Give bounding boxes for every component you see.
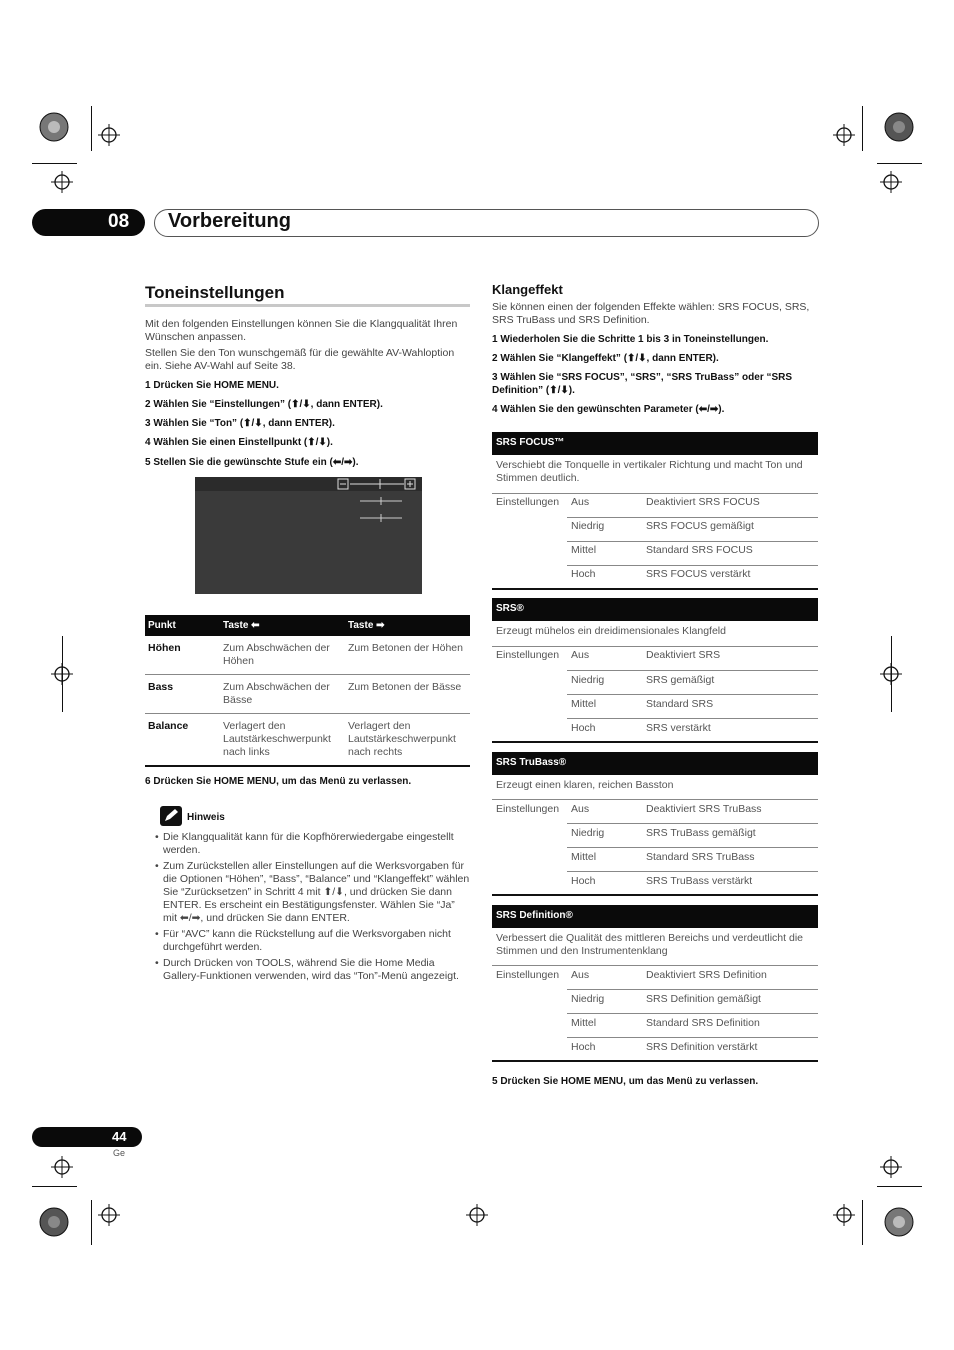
chapter-number: 08	[108, 211, 130, 232]
row-divider	[492, 799, 818, 800]
table-header: Punkt	[145, 615, 220, 636]
registration-mark-icon	[51, 663, 73, 685]
option-desc: SRS gemäßigt	[646, 674, 715, 686]
table-header: Taste ➡	[345, 615, 470, 636]
row-divider	[567, 1037, 818, 1038]
option-name: Niedrig	[571, 674, 605, 686]
option-desc: SRS TruBass verstärkt	[646, 875, 753, 887]
srs-description: Erzeugt einen klaren, reichen Basston	[496, 779, 674, 791]
intro-paragraph: Sie können einen der folgenden Effekte wählen: SRS FOCUS, SRS, SRS TruBass und SRS Definition.	[492, 301, 810, 326]
list-item: • Durch Drücken von TOOLS, während Sie die Home Media Gallery-Funktionen verwenden, wird das “Ton”-Menü angezeigt.	[155, 957, 459, 982]
option-desc: SRS TruBass gemäßigt	[646, 827, 756, 839]
level-sliders-icon	[336, 478, 418, 524]
table-cell: Zum Betonen der Bässe	[345, 675, 470, 714]
registration-mark-icon	[880, 663, 902, 685]
list-item: • Zum Zurückstellen aller Einstellungen auf die Werksvorgaben für die Optionen “Höhen”, “Bass”, “Balance” und “Klangeffekt” wählen Sie “Zurücksetzen” in Schritt 4 mit ⬆/⬇, und drücken Sie dann ENTER. Es erscheint ein Bestätigungsfenster. Wählen Sie “Ja” mit ⬅/➡, und drücken Sie dann ENTER.	[155, 860, 470, 924]
table-cell: Zum Betonen der Höhen	[345, 636, 470, 675]
row-divider	[567, 541, 818, 542]
srs-section-header: SRS®	[492, 598, 818, 621]
srs-section-header: SRS TruBass®	[492, 752, 818, 775]
registration-mark-icon	[833, 124, 855, 146]
registration-mark-icon	[466, 1204, 488, 1226]
option-name: Aus	[571, 649, 590, 661]
option-desc: Deaktiviert SRS	[646, 649, 721, 661]
table-cell: Balance	[145, 714, 220, 767]
row-divider	[567, 1013, 818, 1014]
step: 5 Stellen Sie die gewünschte Stufe ein (⬅/➡).	[145, 457, 359, 468]
option-name: Mittel	[571, 851, 597, 863]
registration-mark-icon	[98, 124, 120, 146]
row-divider	[492, 646, 818, 647]
srs-section-header: SRS Definition®	[492, 905, 818, 928]
row-divider	[567, 823, 818, 824]
srs-description: Erzeugt mühelos ein dreidimensionales Klangfeld	[496, 625, 726, 637]
option-desc: SRS Definition gemäßigt	[646, 993, 761, 1005]
section-heading: Toneinstellungen	[145, 283, 285, 302]
option-desc: SRS Definition verstärkt	[646, 1041, 758, 1053]
registration-mark-icon	[880, 1156, 902, 1178]
intro-paragraph: Mit den folgenden Einstellungen können Sie die Klangqualität Ihren Wünschen anpassen.	[145, 318, 458, 343]
option-name: Hoch	[571, 722, 596, 734]
table-cell: Verlagert den Lautstärkeschwerpunkt nach rechts	[345, 714, 470, 767]
note-title: Hinweis	[187, 812, 225, 823]
option-name: Mittel	[571, 544, 597, 556]
table-end-rule	[492, 1060, 818, 1062]
option-desc: Standard SRS	[646, 698, 714, 710]
row-divider	[567, 670, 818, 671]
table-end-rule	[492, 741, 818, 743]
srs-description: Verbessert die Qualität des mittleren Bereichs und verdeutlicht die Stimmen und den Instrumentenklang	[496, 932, 803, 957]
list-item: • Die Klangqualität kann für die Kopfhörerwiedergabe eingestellt werden.	[155, 831, 454, 856]
registration-mark-icon	[880, 171, 902, 193]
row-divider	[567, 871, 818, 872]
option-desc: Deaktiviert SRS TruBass	[646, 803, 762, 815]
step: 2 Wählen Sie “Klangeffekt” (⬆/⬇, dann ENTER).	[492, 353, 719, 364]
table-end-rule	[492, 894, 818, 896]
settings-table	[145, 615, 470, 767]
table-cell: Bass	[145, 675, 220, 714]
color-rosette-icon	[884, 112, 914, 142]
option-name: Hoch	[571, 568, 596, 580]
row-divider	[492, 493, 818, 494]
step: 6 Drücken Sie HOME MENU, um das Menü zu verlassen.	[145, 776, 412, 787]
row-divider	[567, 565, 818, 566]
table-cell: Zum Abschwächen der Höhen	[220, 636, 345, 675]
step: 3 Wählen Sie “Ton” (⬆/⬇, dann ENTER).	[145, 418, 335, 429]
option-desc: SRS FOCUS gemäßigt	[646, 520, 754, 532]
note-list	[155, 831, 470, 986]
intro-paragraph: Stellen Sie den Ton wunschgemäß für die gewählte AV-Wahloption ein. Siehe AV-Wahl auf Seite 38.	[145, 347, 455, 372]
option-name: Aus	[571, 969, 590, 981]
chapter-title: Vorbereitung	[168, 210, 291, 232]
settings-label: Einstellungen	[496, 649, 560, 661]
table-row	[145, 636, 470, 675]
row-divider	[567, 847, 818, 848]
row-divider	[492, 965, 818, 966]
option-desc: Standard SRS TruBass	[646, 851, 755, 863]
option-desc: Standard SRS FOCUS	[646, 544, 753, 556]
option-name: Mittel	[571, 1017, 597, 1029]
settings-label: Einstellungen	[496, 969, 560, 981]
step: 4 Wählen Sie den gewünschten Parameter (⬅/➡).	[492, 404, 725, 415]
heading-rule	[145, 304, 470, 307]
table-header: Taste ⬅	[220, 615, 345, 636]
page-number: 44	[112, 1129, 127, 1144]
step: 1 Drücken Sie HOME MENU.	[145, 380, 279, 391]
option-name: Niedrig	[571, 520, 605, 532]
table-end-rule	[492, 588, 818, 590]
color-rosette-icon	[39, 112, 69, 142]
option-name: Hoch	[571, 1041, 596, 1053]
subsection-heading: Klangeffekt	[492, 282, 563, 297]
list-item: • Für “AVC” kann die Rückstellung auf die Werksvorgaben nicht durchgeführt werden.	[155, 928, 451, 953]
registration-mark-icon	[51, 171, 73, 193]
color-rosette-icon	[39, 1207, 69, 1237]
color-rosette-icon	[884, 1207, 914, 1237]
option-desc: Standard SRS Definition	[646, 1017, 760, 1029]
option-desc: Deaktiviert SRS Definition	[646, 969, 767, 981]
srs-section-header: SRS FOCUS™	[492, 432, 818, 455]
settings-label: Einstellungen	[496, 803, 560, 815]
option-name: Hoch	[571, 875, 596, 887]
option-name: Niedrig	[571, 827, 605, 839]
option-desc: SRS FOCUS verstärkt	[646, 568, 751, 580]
registration-mark-icon	[833, 1204, 855, 1226]
option-desc: SRS verstärkt	[646, 722, 711, 734]
option-name: Niedrig	[571, 993, 605, 1005]
option-name: Aus	[571, 803, 590, 815]
step: 5 Drücken Sie HOME MENU, um das Menü zu verlassen.	[492, 1076, 759, 1087]
row-divider	[567, 517, 818, 518]
registration-mark-icon	[98, 1204, 120, 1226]
row-divider	[567, 989, 818, 990]
row-divider	[567, 694, 818, 695]
option-name: Mittel	[571, 698, 597, 710]
registration-mark-icon	[51, 1156, 73, 1178]
step: 2 Wählen Sie “Einstellungen” (⬆/⬇, dann ENTER).	[145, 399, 383, 410]
step: 4 Wählen Sie einen Einstellpunkt (⬆/⬇).	[145, 437, 333, 448]
settings-label: Einstellungen	[496, 496, 560, 508]
note-pencil-icon	[160, 806, 182, 826]
table-row	[145, 714, 470, 767]
table-cell: Verlagert den Lautstärkeschwerpunkt nach links	[220, 714, 345, 767]
option-name: Aus	[571, 496, 590, 508]
table-row	[145, 675, 470, 714]
option-desc: Deaktiviert SRS FOCUS	[646, 496, 760, 508]
step: 3 Wählen Sie “SRS FOCUS”, “SRS”, “SRS TruBass” oder “SRS Definition” (⬆/⬇).	[492, 372, 793, 396]
language-code: Ge	[113, 1148, 126, 1158]
table-cell: Zum Abschwächen der Bässe	[220, 675, 345, 714]
row-divider	[567, 718, 818, 719]
srs-description: Verschiebt die Tonquelle in vertikaler Richtung und macht Ton und Stimmen deutlich.	[496, 459, 803, 484]
table-cell: Höhen	[145, 636, 220, 675]
step: 1 Wiederholen Sie die Schritte 1 bis 3 in Toneinstellungen.	[492, 334, 769, 345]
